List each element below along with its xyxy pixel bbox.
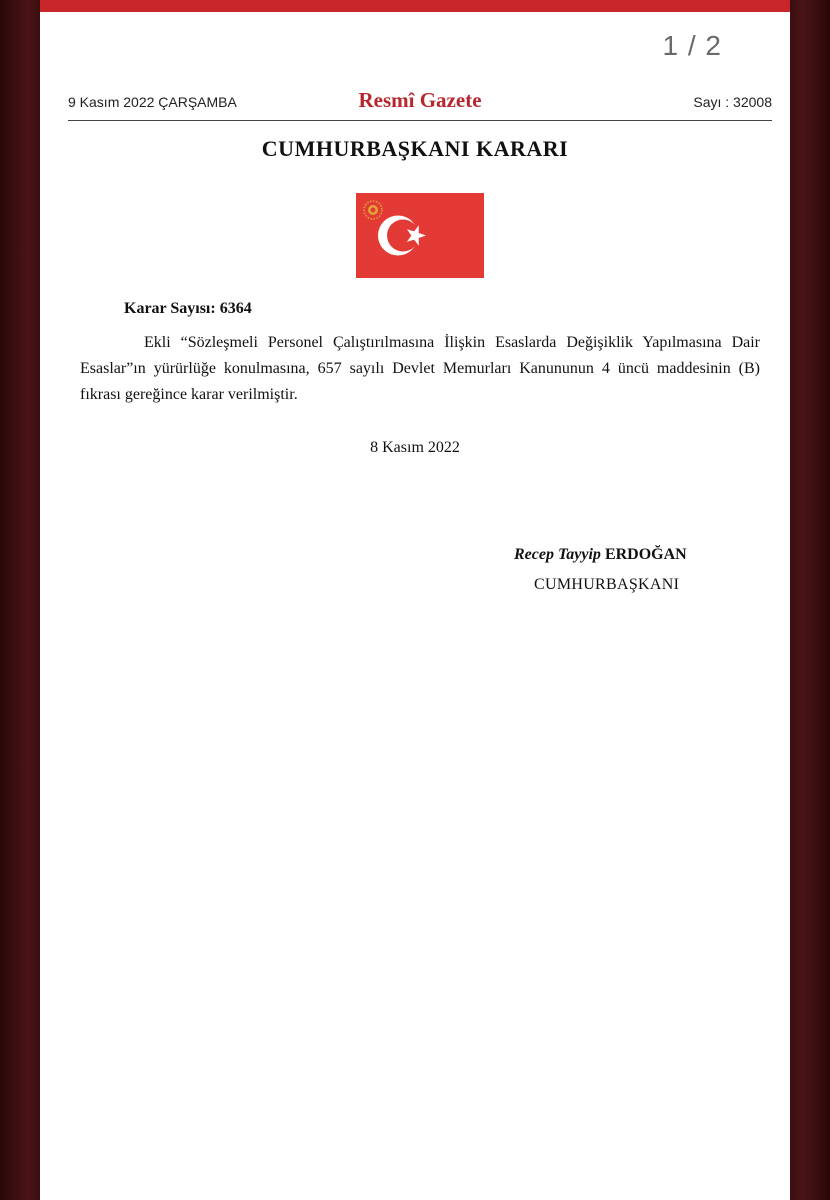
turkish-flag-icon xyxy=(356,193,484,278)
page-counter: 1 / 2 xyxy=(662,30,722,61)
signatory-name xyxy=(514,546,687,564)
signatory-surname: ERDOĞAN xyxy=(604,546,687,563)
gazette-page xyxy=(40,12,790,1200)
gazette-title: Resmî Gazete xyxy=(358,88,482,112)
decree-body: Ekli “Sözleşmeli Personel Çalıştırılmasına İlişkin Esaslarda Değişiklik Yapılmasına Dair Esaslar”ın yürürlüğe konulmasına, 657 sayılı Devlet Memurları Kanununun 4 üncü maddesinin (B) fıkrası gereğince karar verilmiştir. xyxy=(80,334,760,403)
decree-date: 8 Kasım 2022 xyxy=(370,439,460,456)
signatory-title: CUMHURBAŞKANI xyxy=(534,576,680,593)
decision-number: Karar Sayısı: 6364 xyxy=(124,300,252,317)
decree-heading: CUMHURBAŞKANI KARARI xyxy=(261,136,569,161)
right-frame xyxy=(790,0,830,1200)
left-frame xyxy=(0,0,40,1200)
issue-number: Sayı : 32008 xyxy=(693,94,772,110)
publication-date: 9 Kasım 2022 ÇARŞAMBA xyxy=(68,94,237,110)
signatory-given-names: Recep Tayyip xyxy=(514,546,601,563)
gazette-header xyxy=(68,88,772,116)
top-red-strip xyxy=(40,0,790,12)
header-divider xyxy=(68,120,772,121)
